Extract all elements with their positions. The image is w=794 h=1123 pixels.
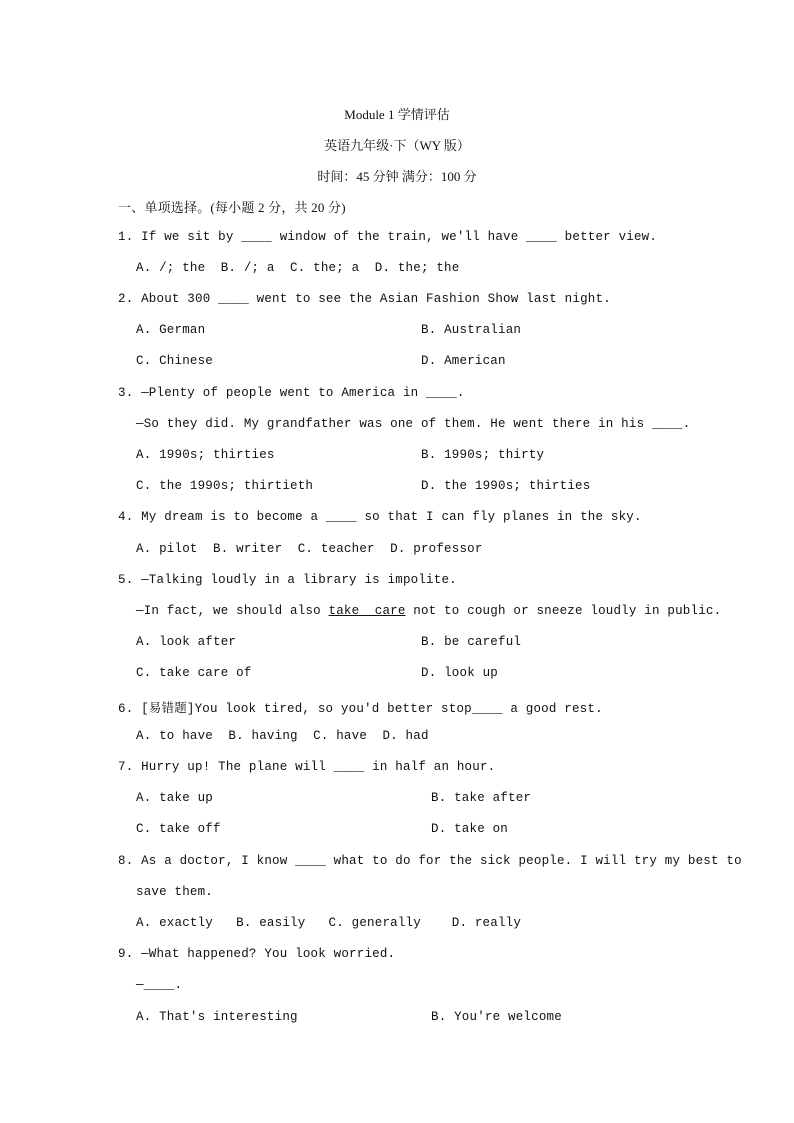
question-5-option-d: D. look up (421, 666, 499, 680)
question-7-stem: 7. Hurry up! The plane will ____ in half an hour. (118, 760, 496, 774)
question-9-stem: 9. —What happened? You look worried. (118, 947, 396, 961)
question-8-stem: 8. As a doctor, I know ____ what to do for the sick people. I will try my best to (118, 854, 742, 868)
question-3-option-d: D. the 1990s; thirties (421, 479, 591, 493)
question-4-stem: 4. My dream is to become a ____ so that I can fly planes in the sky. (118, 510, 642, 524)
question-3-stem-reply: —So they did. My grandfather was one of them. He went there in his ____. (136, 417, 691, 431)
question-7-option-d: D. take on (431, 822, 509, 836)
question-3-option-b: B. 1990s; thirty (421, 448, 545, 462)
question-6-options: A. to have B. having C. have D. had (136, 729, 429, 743)
question-7-option-b: B. take after (431, 791, 532, 805)
question-4-options: A. pilot B. writer C. teacher D. professor (136, 542, 483, 556)
question-3-option-a: A. 1990s; thirties (136, 448, 275, 462)
question-5-reply-start: —In fact, we should also (136, 604, 329, 618)
question-8-options: A. exactly B. easily C. generally D. really (136, 916, 522, 930)
section-heading: 一、单项选择。(每小题 2 分，共 20 分) (118, 200, 346, 215)
question-3-option-c: C. the 1990s; thirtieth (136, 479, 314, 493)
question-6-stem: 6. [易错题]You look tired, so you'd better stop____ a good rest. (118, 702, 603, 716)
question-2-option-d: D. American (421, 354, 506, 368)
exam-title: Module 1 学情评估 (344, 107, 450, 122)
question-5-option-c: C. take care of (136, 666, 252, 680)
question-1-options: A. /; the B. /; a C. the; a D. the; the (136, 261, 460, 275)
question-9-option-b: B. You're welcome (431, 1010, 562, 1024)
question-1-stem: 1. If we sit by ____ window of the train, we'll have ____ better view. (118, 230, 658, 244)
question-5-option-a: A. look after (136, 635, 237, 649)
question-2-option-b: B. Australian (421, 323, 522, 337)
exam-time-score: 时间：45 分钟 满分：100 分 (317, 169, 477, 184)
question-7-option-a: A. take up (136, 791, 214, 805)
exam-subtitle: 英语九年级·下（WY 版） (324, 138, 470, 153)
question-2-option-a: A. German (136, 323, 206, 337)
question-9-option-a: A. That's interesting (136, 1010, 298, 1024)
question-7-option-c: C. take off (136, 822, 221, 836)
question-5-underlined-phrase: take care (328, 604, 406, 618)
question-8-stem-continued: save them. (136, 885, 214, 899)
question-5-reply-end: not to cough or sneeze loudly in public. (405, 604, 722, 618)
question-3-stem: 3. —Plenty of people went to America in ____. (118, 386, 465, 400)
question-5-option-b: B. be careful (421, 635, 522, 649)
question-2-stem: 2. About 300 ____ went to see the Asian Fashion Show last night. (118, 292, 611, 306)
question-2-option-c: C. Chinese (136, 354, 214, 368)
question-9-stem-reply: —____. (136, 978, 183, 992)
question-5-stem: 5. —Talking loudly in a library is impolite. (118, 573, 457, 587)
question-5-stem-reply (136, 604, 721, 618)
